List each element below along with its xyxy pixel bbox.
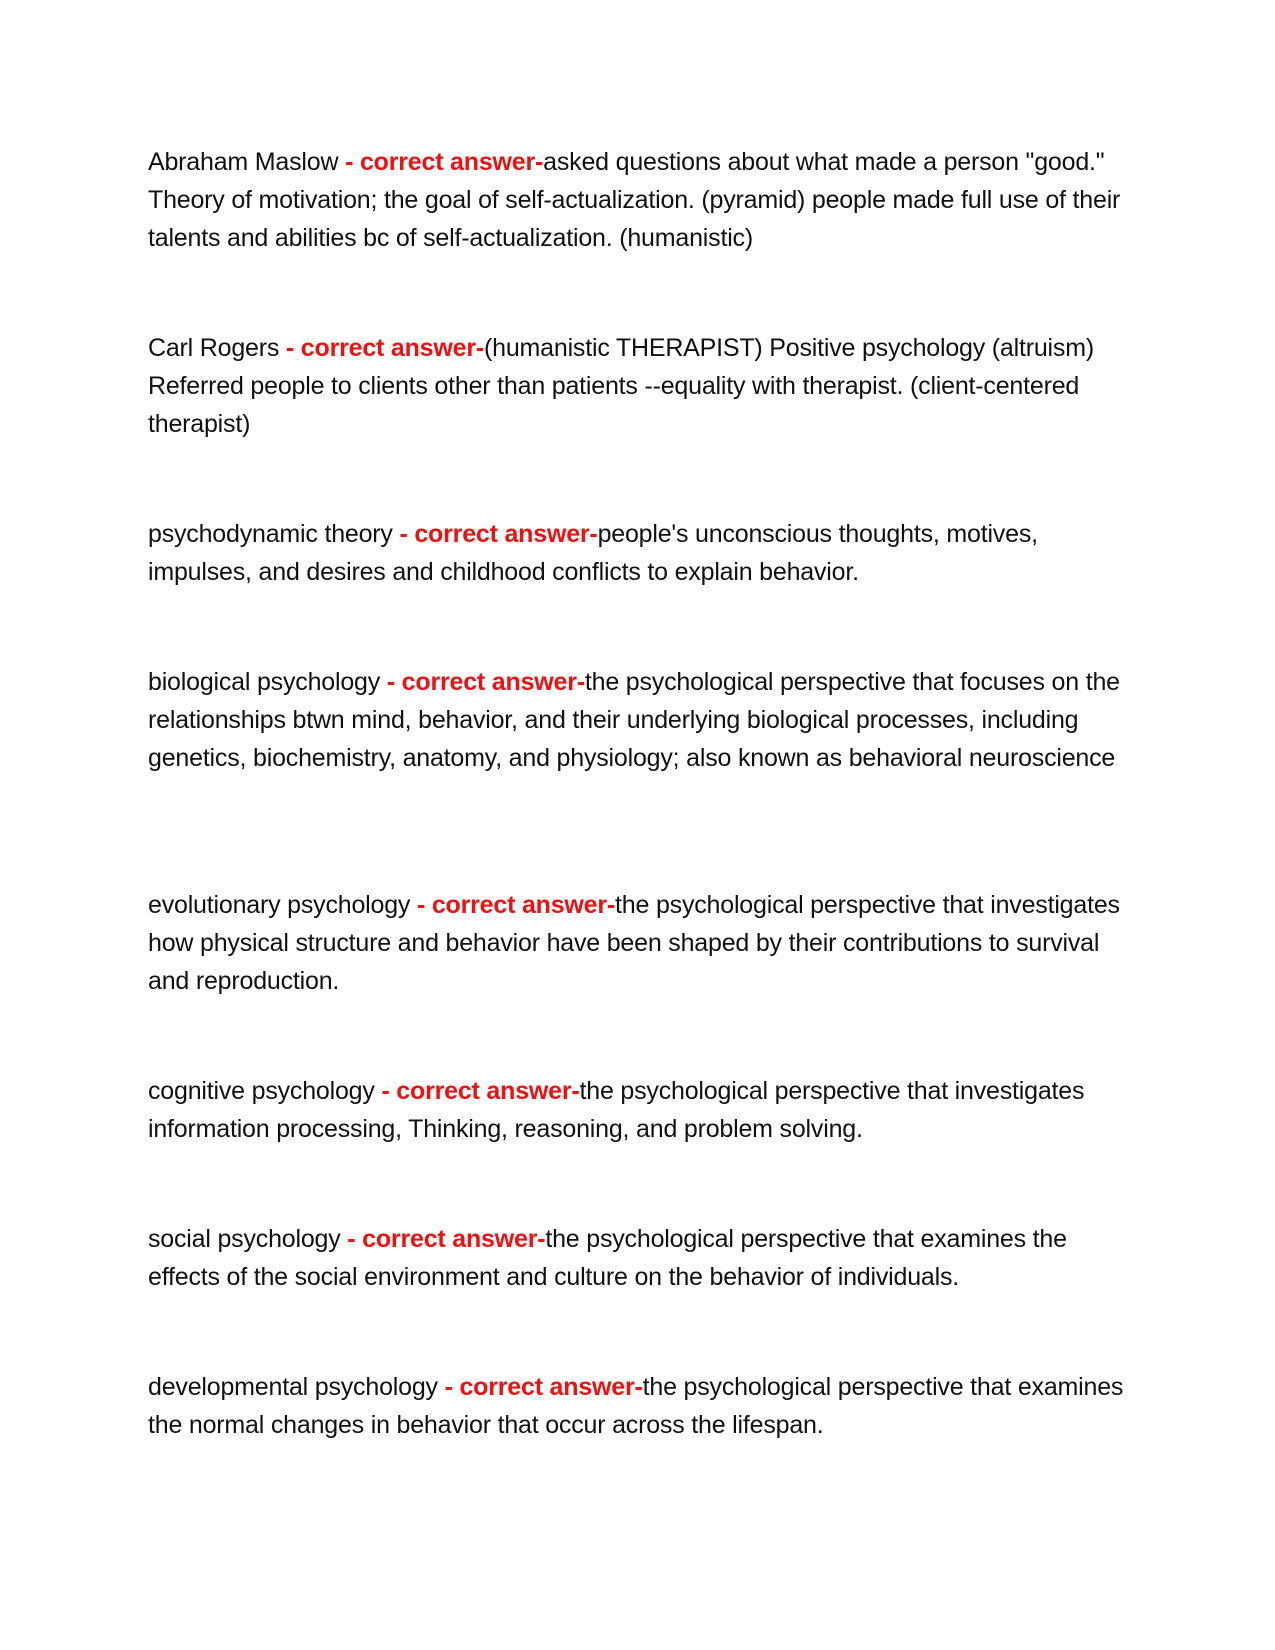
correct-answer-separator: - correct answer-	[285, 334, 484, 362]
entry-definition: the psychological perspective that examines the normal changes in behavior that occur across the lifespan.	[148, 1373, 1124, 1439]
flashcard-entry	[148, 1368, 1133, 1444]
flashcard-entry	[148, 1220, 1133, 1296]
correct-answer-separator: - correct answer-	[416, 891, 616, 919]
correct-answer-separator: - correct answer-	[399, 520, 598, 548]
correct-answer-separator: - correct answer-	[381, 1077, 580, 1105]
entry-definition: the psychological perspective that investigates information processing, Thinking, reasoning, and problem solving.	[148, 1077, 1085, 1143]
correct-answer-separator: - correct answer-	[347, 1225, 546, 1253]
flashcard-entry	[148, 143, 1133, 257]
flashcard-entry	[148, 515, 1133, 591]
entry-term: Carl Rogers	[148, 334, 286, 362]
entry-term: Abraham Maslow	[148, 148, 346, 176]
flashcard-entry	[148, 886, 1133, 1000]
entry-term: developmental psychology	[148, 1373, 445, 1401]
correct-answer-separator: - correct answer-	[386, 668, 585, 696]
flashcard-entry	[148, 663, 1133, 777]
entry-definition: people's unconscious thoughts, motives, impulses, and desires and childhood conflicts to explain behavior.	[148, 520, 1038, 586]
correct-answer-separator: - correct answer-	[345, 148, 544, 176]
flashcard-entry	[148, 1072, 1133, 1148]
entry-term: cognitive psychology	[148, 1077, 382, 1105]
correct-answer-separator: - correct answer-	[444, 1373, 643, 1401]
flashcard-entry	[148, 329, 1133, 443]
entry-term: biological psychology	[148, 668, 387, 696]
entry-term: evolutionary psychology	[148, 891, 417, 919]
entry-definition: (humanistic THERAPIST) Positive psychology (altruism) Referred people to clients other than patients --equality with therapist. (client-centered therapist)	[148, 334, 1094, 438]
entry-definition: the psychological perspective that examines the effects of the social environment and culture on the behavior of individuals.	[148, 1225, 1067, 1291]
entry-definition: the psychological perspective that investigates how physical structure and behavior have been shaped by their contributions to survival and reproduction.	[148, 891, 1120, 995]
entry-term: social psychology	[148, 1225, 348, 1253]
entry-term: psychodynamic theory	[148, 520, 400, 548]
entry-definition: asked questions about what made a person "good." Theory of motivation; the goal of self-actualization. (pyramid) people made full use of their talents and abilities bc of self-actualization. (humanistic)	[148, 148, 1121, 252]
entry-definition: the psychological perspective that focuses on the relationships btwn mind, behavior, and their underlying biological processes, including genetics, biochemistry, anatomy, and physiology; also known as behavioral neuroscience	[148, 668, 1120, 772]
